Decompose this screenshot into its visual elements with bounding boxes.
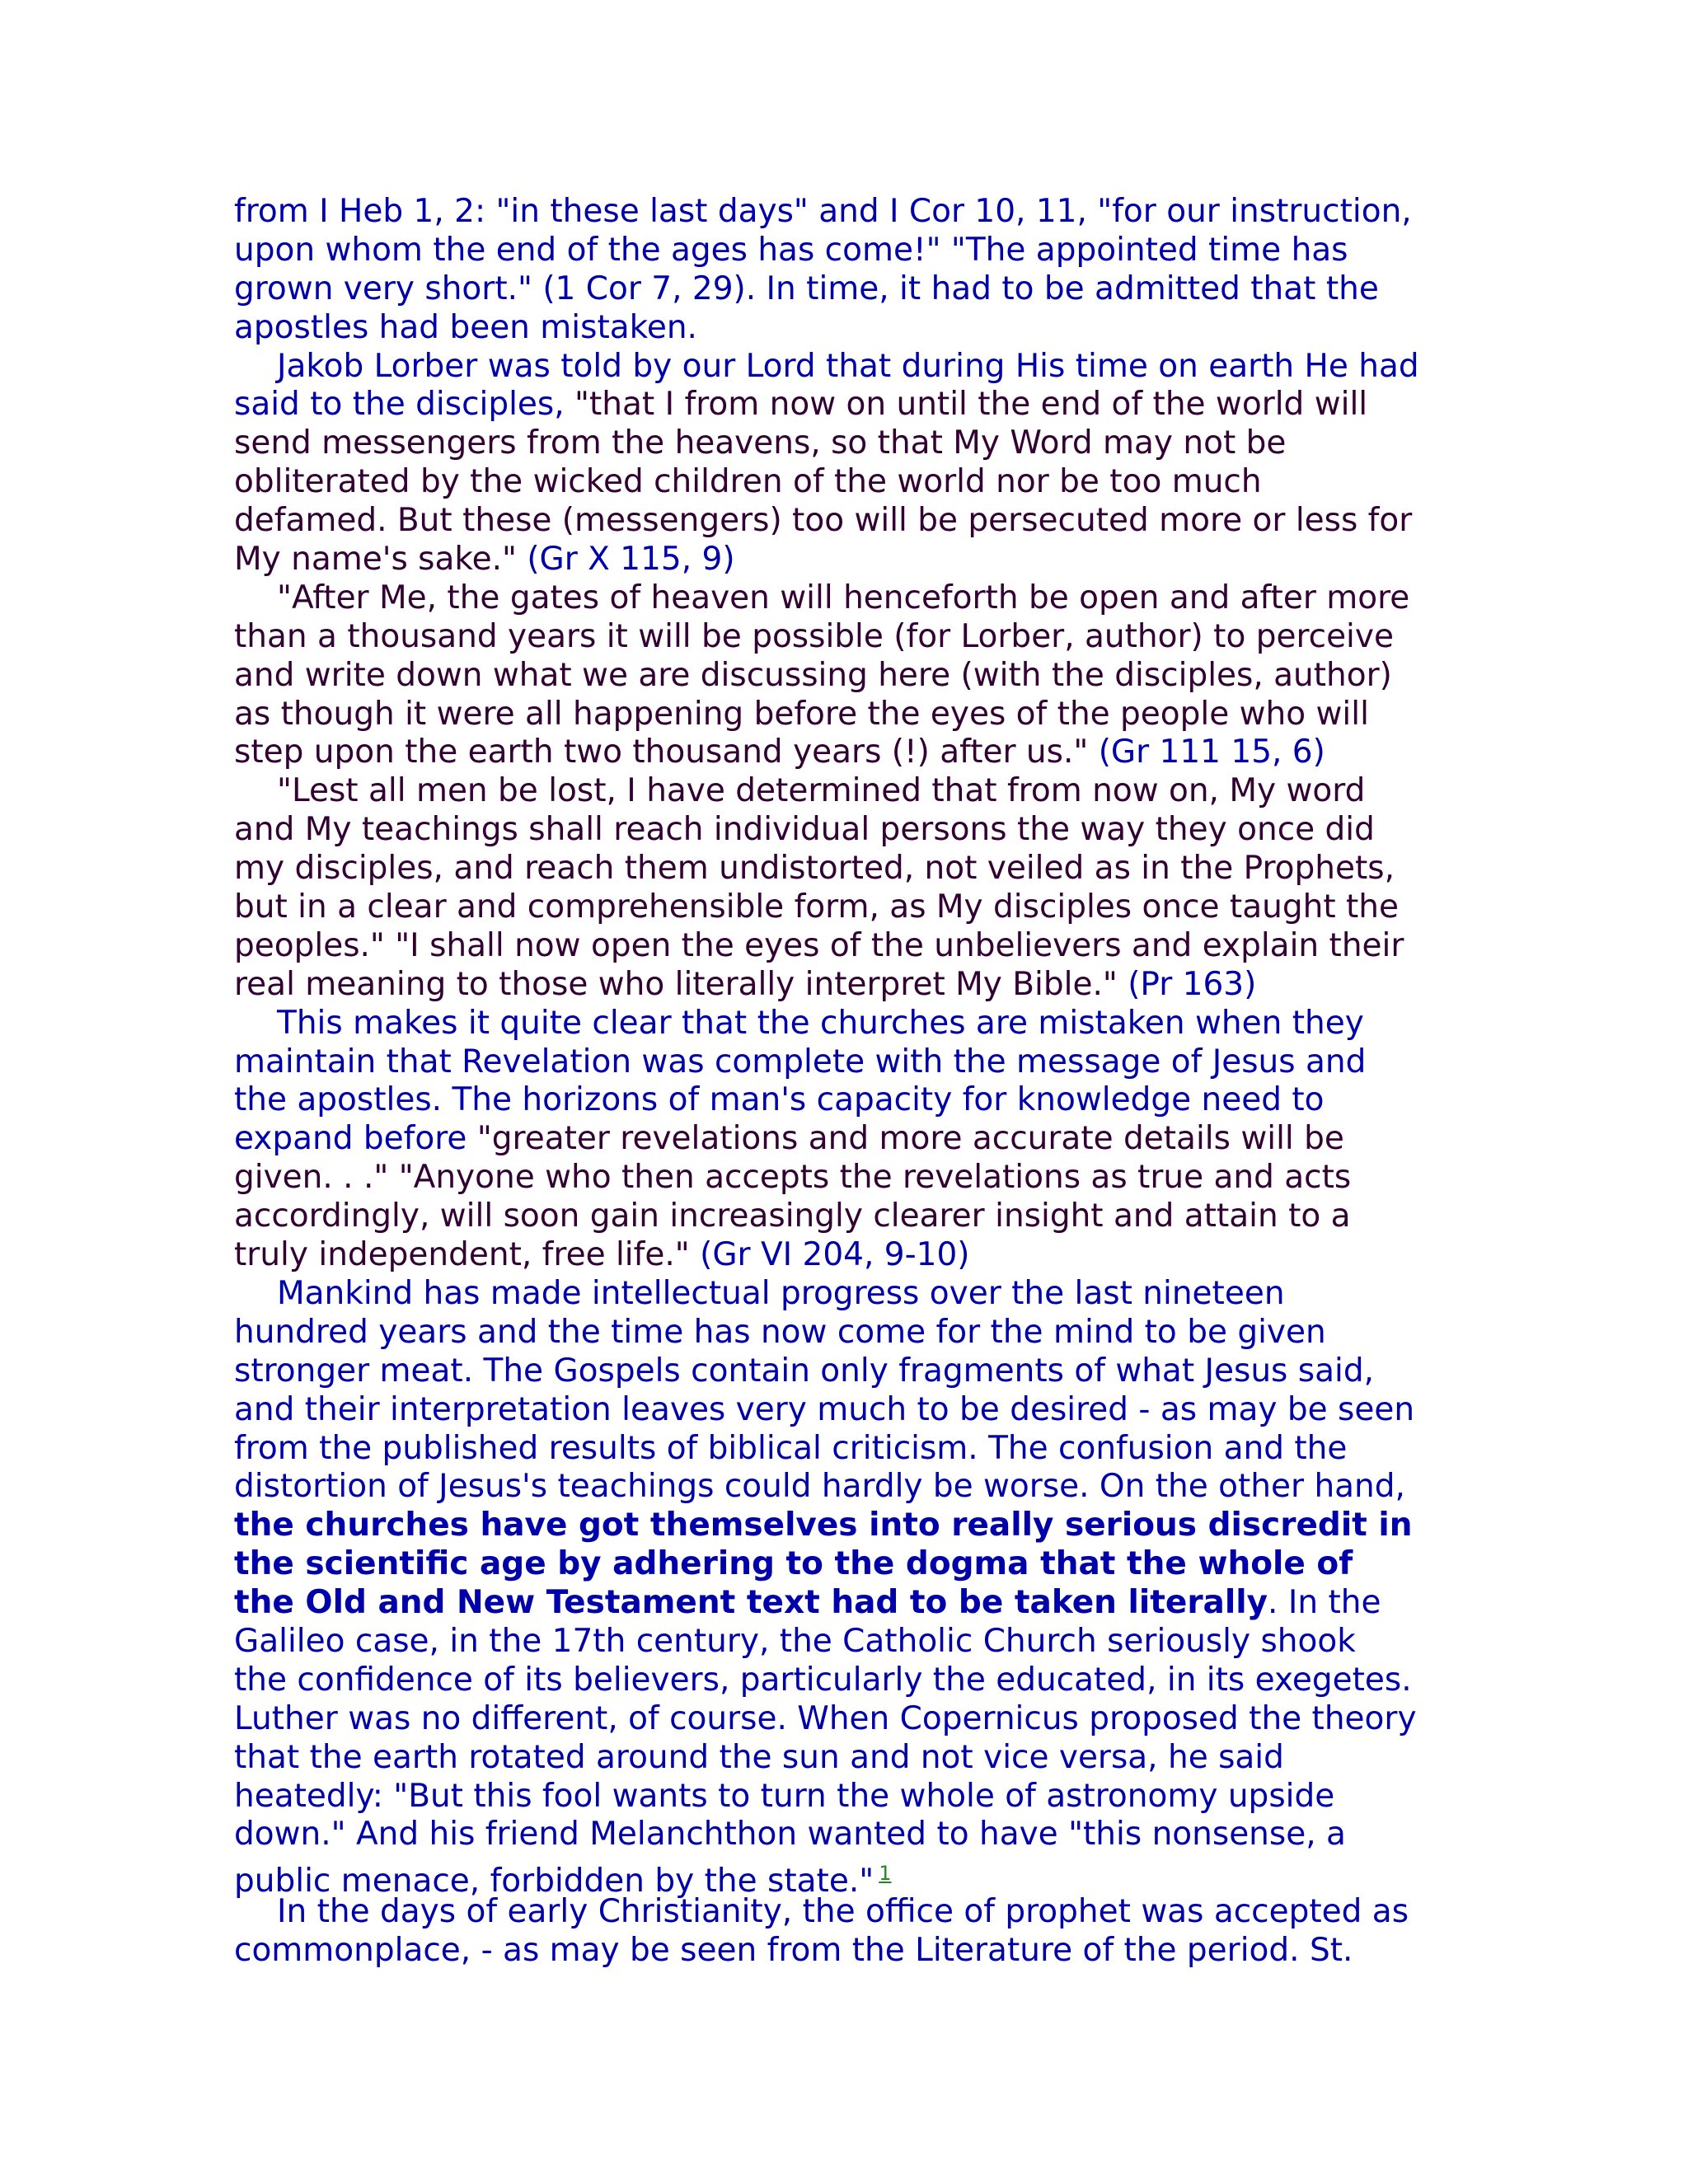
text-line [234,1391,1470,1430]
text-line [234,1584,1470,1623]
text-line [234,772,1470,811]
quotation-text: real meaning to those who literally interpret My Bible." [234,965,1128,1003]
body-text: (Pr 163) [1128,965,1257,1003]
quotation-text: "After Me, the gates of heaven will henceforth be open and after more [277,579,1410,616]
text-line [234,348,1470,387]
text-line [234,232,1470,270]
quotation-text: my disciples, and reach them undistorted, not veiled as in the Prophets, [234,850,1395,888]
text-line [234,1932,1470,1971]
body-text: the apostles. The horizons of man's capacity for knowledge need to [234,1081,1325,1119]
text-line [234,888,1470,927]
text-line [234,657,1470,696]
text-line [234,811,1470,850]
body-text: (Gr VI 204, 9-10) [700,1236,970,1274]
quotation-text: as though it were all happening before the eyes of the people who will [234,695,1369,733]
quotation-text: defamed. But these (messengers) too will be persecuted more or less for [234,502,1413,540]
text-line [234,502,1470,541]
text-line [234,386,1470,424]
quotation-text: and write down what we are discussing here (with the disciples, author) [234,656,1392,694]
body-text: Galileo case, in the 17th century, the Catholic Church seriously shook [234,1622,1356,1660]
text-line [234,424,1470,463]
quotation-text: but in a clear and comprehensible form, as My disciples once taught the [234,888,1400,926]
body-text: heatedly: "But this fool wants to turn the whole of astronomy upside [234,1777,1335,1815]
text-line [234,1197,1470,1236]
quotation-text: and My teachings shall reach individual persons the way they once did [234,811,1375,849]
body-text: Luther was no different, of course. When Copernicus proposed the theory [234,1699,1417,1737]
body-text: (Gr 111 15, 6) [1098,733,1325,771]
body-text: from I Heb 1, 2: "in these last days" and I Cor 10, 11, "for our instruction, [234,193,1412,230]
text-line [234,1545,1470,1584]
body-text: grown very short." (1 Cor 7, 29). In time, it had to be admitted that the [234,269,1379,307]
body-text: commonplace, - as may be seen from the Literature of the period. St. [234,1932,1353,1970]
text-line [234,1159,1470,1197]
text-line [234,1081,1470,1120]
text-line [234,541,1470,579]
body-text: the confidence of its believers, particularly the educated, in its exegetes. [234,1661,1412,1699]
footnote-link[interactable]: 1 [879,1862,892,1886]
body-text: down." And his friend Melanchthon wanted to have "this nonsense, a [234,1816,1346,1854]
body-text: said to the disciples, [234,386,575,424]
body-text: Mankind has made intellectual progress over the last nineteen [277,1274,1285,1312]
text-line [234,1468,1470,1507]
body-text: public menace, forbidden by the state." [234,1863,874,1900]
body-text: from the published results of biblical criticism. The confusion and the [234,1429,1348,1467]
text-line [234,850,1470,888]
quotation-text: "that I from now on until the end of the world will [574,386,1368,424]
text-line [234,1661,1470,1700]
bold-text: the churches have got themselves into really serious discredit in [234,1507,1413,1544]
text-line [234,1120,1470,1159]
text-line [234,1430,1470,1469]
text-line [234,463,1470,502]
body-text: apostles had been mistaken. [234,308,697,346]
body-text: Jakob Lorber was told by our Lord that during His time on earth He had [277,347,1419,385]
text-line [234,927,1470,966]
body-text: distortion of Jesus's teachings could hardly be worse. On the other hand, [234,1468,1405,1506]
text-line [234,1352,1470,1391]
quotation-text: "Lest all men be lost, I have determined that from now on, My word [277,772,1366,810]
bold-text: the Old and New Testament text had to be taken literally [234,1584,1268,1622]
text-line [234,618,1470,657]
text-line [234,1739,1470,1778]
body-text: upon whom the end of the ages has come!" "The appointed time has [234,231,1348,269]
quotation-text: "greater revelations and more accurate details will be [476,1120,1344,1158]
text-line [234,579,1470,618]
text-line [234,1507,1470,1545]
text-line [234,1314,1470,1352]
text-line [234,1854,1470,1900]
bold-text: the scientific age by adhering to the dogma that the whole of [234,1545,1353,1583]
quotation-text: step upon the earth two thousand years (!) after us." [234,733,1099,771]
body-text: maintain that Revelation was complete with the message of Jesus and [234,1043,1367,1080]
quotation-text: than a thousand years it will be possible (for Lorber, author) to perceive [234,617,1394,655]
body-text: . In the [1268,1584,1381,1622]
body-text: stronger meat. The Gospels contain only fragments of what Jesus said, [234,1352,1374,1390]
body-text: hundred years and the time has now come for the mind to be given [234,1313,1326,1351]
text-line [234,1043,1470,1082]
quotation-text: My name's sake." [234,541,528,579]
body-text: expand before [234,1120,477,1158]
text-line [234,1005,1470,1043]
body-text: This makes it quite clear that the churches are mistaken when they [277,1004,1364,1042]
text-line [234,733,1470,772]
text-line [234,1623,1470,1661]
quotation-text: accordingly, will soon gain increasingly clearer insight and attain to a [234,1197,1351,1235]
text-line [234,1778,1470,1816]
body-text: (Gr X 115, 9) [527,541,735,579]
text-line [234,696,1470,734]
text-line [234,1816,1470,1854]
body-text: and their interpretation leaves very much to be desired - as may be seen [234,1390,1415,1428]
quotation-text: peoples." "I shall now open the eyes of the unbelievers and explain their [234,926,1404,964]
text-line [234,270,1470,309]
text-line [234,1236,1470,1275]
body-text: that the earth rotated around the sun and not vice versa, he said [234,1738,1284,1776]
text-line [234,1893,1470,1932]
quotation-text: send messengers from the heavens, so that My Word may not be [234,424,1287,462]
quotation-text: obliterated by the wicked children of the world nor be too much [234,463,1262,501]
quotation-text: truly independent, free life." [234,1236,701,1274]
text-line [234,193,1470,232]
text-line [234,1700,1470,1739]
text-line [234,309,1470,348]
body-text: In the days of early Christianity, the office of prophet was accepted as [277,1893,1409,1931]
text-line [234,966,1470,1005]
quotation-text: given. . ." "Anyone who then accepts the revelations as true and acts [234,1159,1352,1197]
document-page [234,193,1470,1971]
text-line [234,1275,1470,1314]
